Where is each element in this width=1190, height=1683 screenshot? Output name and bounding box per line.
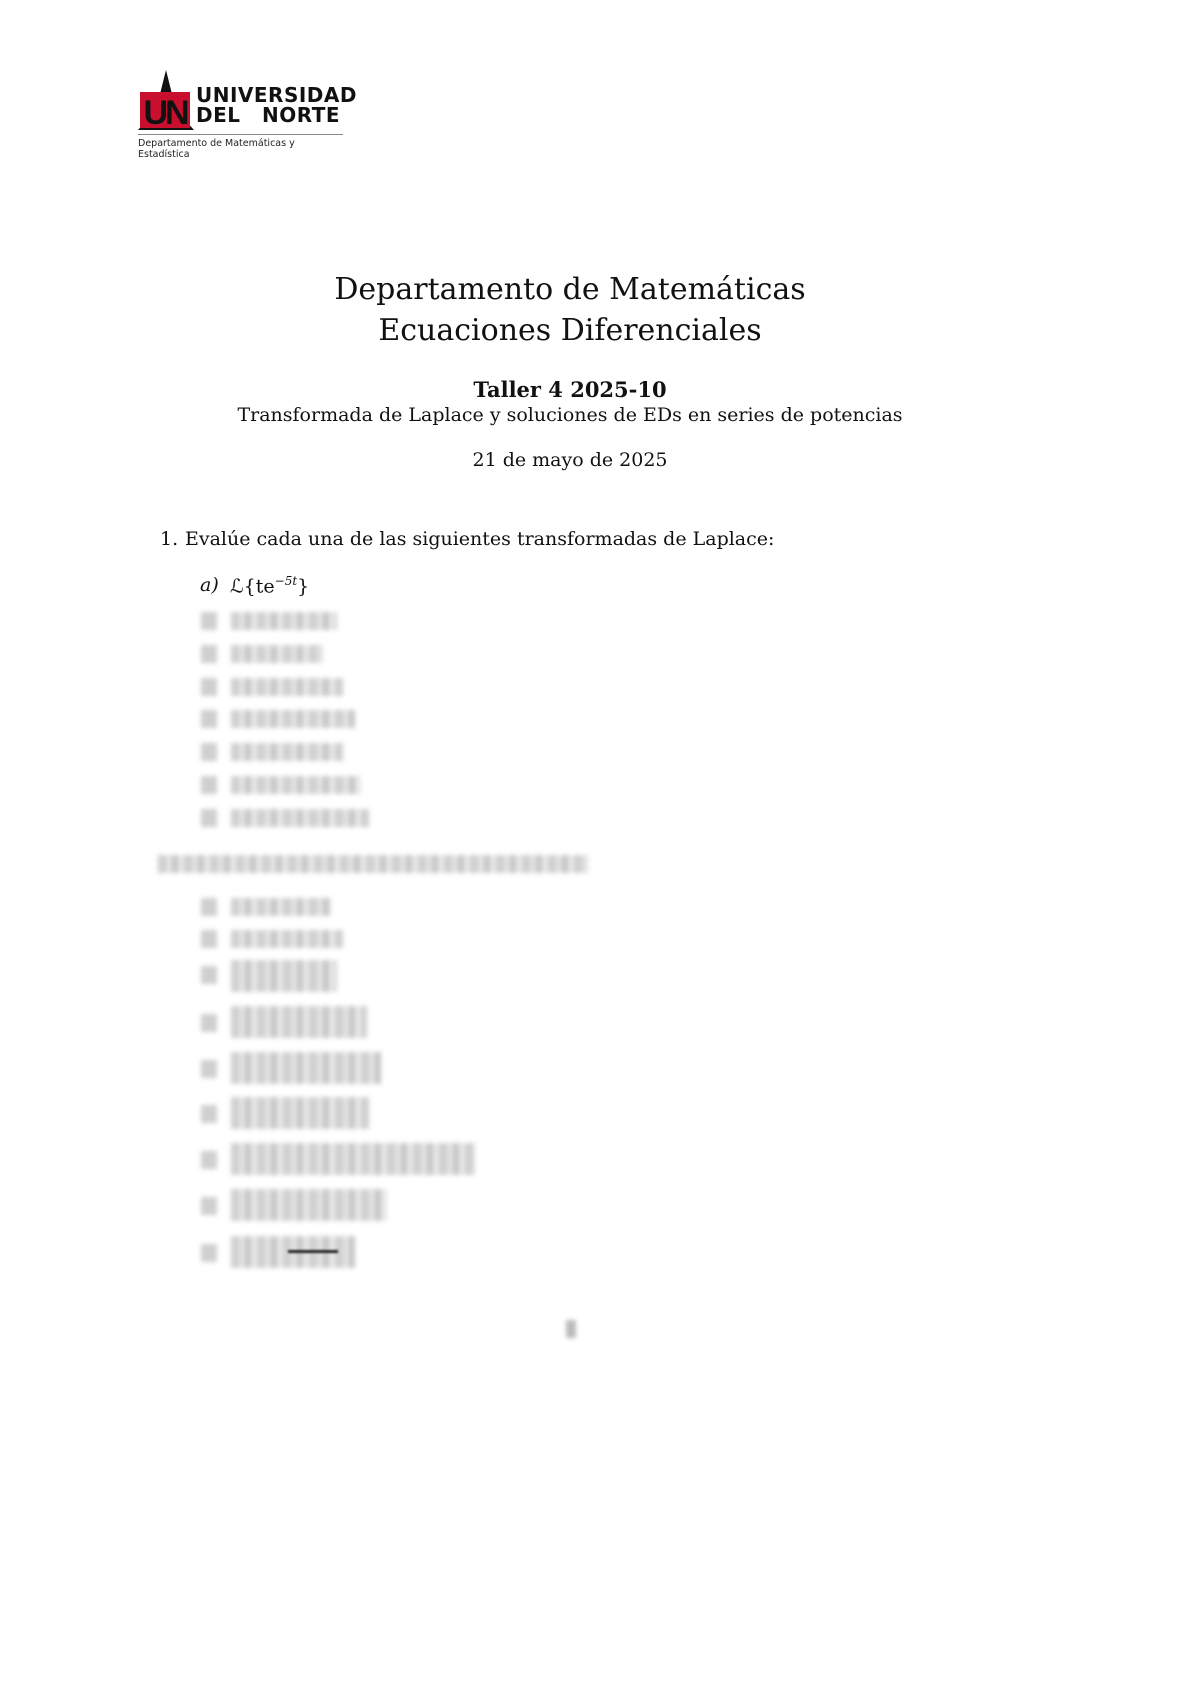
workshop-title: Taller 4 2025-10 [473,377,667,402]
logo-line2: DEL NORTE [196,103,341,127]
item-a-label: a) [200,574,219,596]
date: 21 de mayo de 2025 [472,449,668,471]
topic-subtitle: Transformada de Laplace y soluciones de EDs en series de potencias [237,404,903,426]
department-title: Departamento de Matemáticas [334,272,806,307]
course-title: Ecuaciones Diferenciales [378,313,762,348]
expr-exponent: −5t [274,574,298,588]
expr-base: ℒ{te [230,575,275,598]
logo-divider [138,134,343,135]
problem-1-number: 1. [160,528,179,550]
svg-text:UN: UN [143,94,187,132]
logo-subtitle: Departamento de Matemáticas y Estadística [138,138,295,160]
star-mark-icon [138,70,194,132]
item-a-expression [230,574,309,597]
logo-line1: UNIVERSIDAD [196,83,357,107]
problem-1-text: Evalúe cada una de las siguientes transformadas de Laplace: [185,528,775,550]
university-logo [138,70,357,160]
expr-close: } [297,575,310,598]
